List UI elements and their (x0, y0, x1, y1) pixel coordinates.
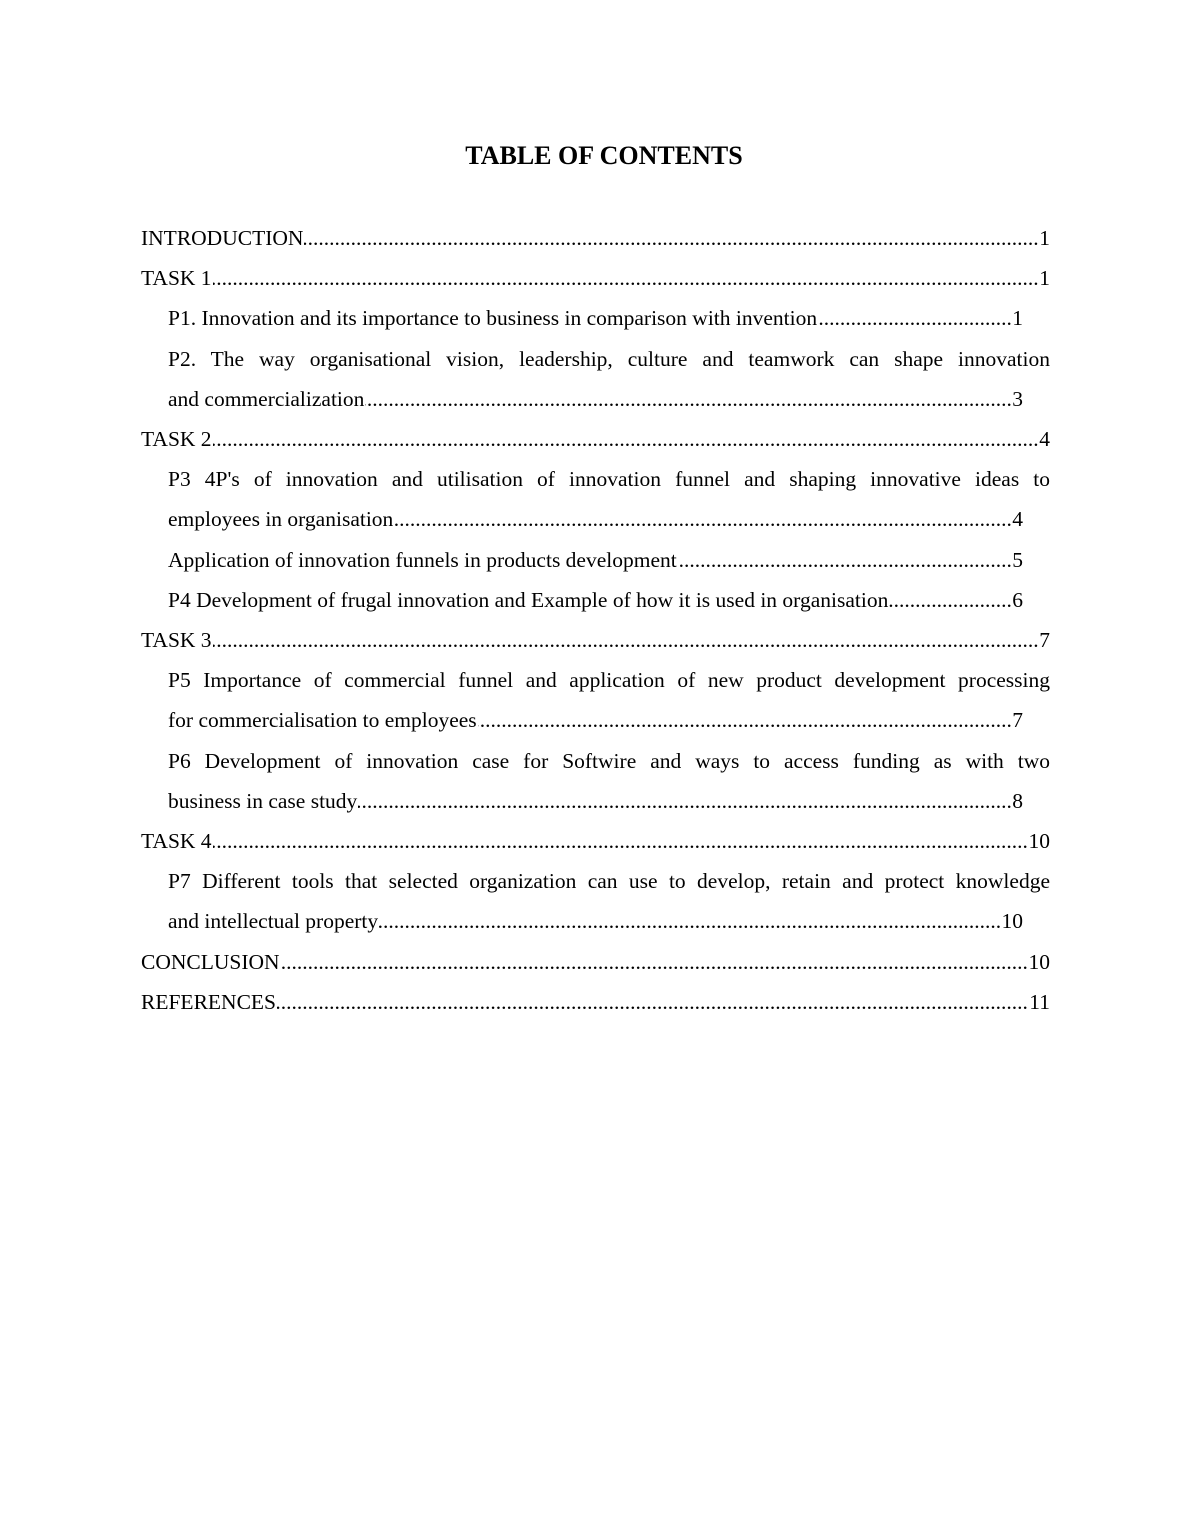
toc-entry-task-4[interactable] (141, 821, 1050, 861)
toc-entry-page: 10 (1028, 942, 1051, 982)
toc-entry-page: 1 (1011, 298, 1023, 338)
toc-entry-title-line1: P2. The way organisational vision, leadership, culture and teamwork can shape innovation (168, 346, 1050, 371)
toc-entry-page: 10 (1001, 901, 1024, 941)
toc-entry-title-line2: and intellectual property (168, 901, 379, 941)
toc-entry-title-line2-wrapper (168, 499, 1023, 539)
toc-entry-conclusion[interactable] (141, 942, 1050, 982)
toc-entry-p2[interactable] (168, 339, 1050, 419)
toc-entry-title: CONCLUSION (141, 942, 281, 982)
toc-entry-p1[interactable] (168, 298, 1023, 338)
toc-entry-title: REFERENCES (141, 982, 277, 1022)
toc-entry-title-line2-wrapper (168, 781, 1023, 821)
toc-entry-p7[interactable] (168, 861, 1050, 941)
toc-entry-title: TASK 1 (141, 258, 213, 298)
toc-entry-page: 7 (1038, 620, 1050, 660)
toc-entry-page: 6 (1011, 580, 1023, 620)
toc-entry-page: 5 (1011, 540, 1023, 580)
toc-entry-title: INTRODUCTION (141, 218, 304, 258)
toc-entry-title-line2: employees in organisation (168, 499, 394, 539)
toc-entry-title-line2: business in case study (168, 781, 358, 821)
toc-entry-innovation-funnels[interactable] (168, 540, 1023, 580)
toc-entry-page: 8 (1011, 781, 1023, 821)
toc-entry-title-line1: P7 Different tools that selected organization can use to develop, retain and protect knowledge (168, 869, 1050, 894)
toc-entry-title-line1: P6 Development of innovation case for Softwire and ways to access funding as with two (168, 748, 1050, 773)
toc-entry-task-1[interactable] (141, 258, 1050, 298)
toc-entry-task-3[interactable] (141, 620, 1050, 660)
toc-entry-page: 1 (1038, 258, 1050, 298)
toc-entry-page: 4 (1011, 499, 1023, 539)
toc-entry-title: P1. Innovation and its importance to business in comparison with invention (168, 298, 818, 338)
toc-entry-page: 7 (1011, 700, 1023, 740)
toc-entry-page: 4 (1038, 419, 1050, 459)
toc-entry-title: TASK 3 (141, 620, 213, 660)
toc-entry-introduction[interactable] (141, 218, 1050, 258)
toc-entry-references[interactable] (141, 982, 1050, 1022)
toc-entry-title: TASK 2 (141, 419, 213, 459)
toc-entry-title-line2: and commercialization (168, 379, 365, 419)
toc-entry-title: P4 Development of frugal innovation and Example of how it is used in organisation (168, 580, 889, 620)
toc-entry-title-line1: P3 4P's of innovation and utilisation of innovation funnel and shaping innovative ideas to (168, 467, 1050, 492)
toc-entry-title-line2-wrapper (168, 700, 1023, 740)
toc-entry-page: 10 (1028, 821, 1051, 861)
toc-title: TABLE OF CONTENTS (465, 141, 743, 170)
toc-entry-p4[interactable] (168, 580, 1023, 620)
toc-entry-p5[interactable] (168, 660, 1050, 740)
toc-entry-page: 3 (1011, 379, 1023, 419)
toc-entry-title: Application of innovation funnels in products development (168, 540, 678, 580)
toc-entry-title-line2-wrapper (168, 379, 1023, 419)
toc-entry-p3[interactable] (168, 459, 1050, 539)
toc-entry-title-line2: for commercialisation to employees (168, 700, 478, 740)
toc-entry-title-line2-wrapper (168, 901, 1023, 941)
toc-entry-title-line1: P5 Importance of commercial funnel and application of new product development processing (168, 668, 1050, 693)
toc-entry-page: 1 (1038, 218, 1050, 258)
toc-list (141, 218, 1050, 1022)
toc-entry-task-2[interactable] (141, 419, 1050, 459)
toc-entry-title: TASK 4 (141, 821, 213, 861)
toc-entry-page: 11 (1028, 982, 1050, 1022)
toc-entry-p6[interactable] (168, 741, 1050, 821)
